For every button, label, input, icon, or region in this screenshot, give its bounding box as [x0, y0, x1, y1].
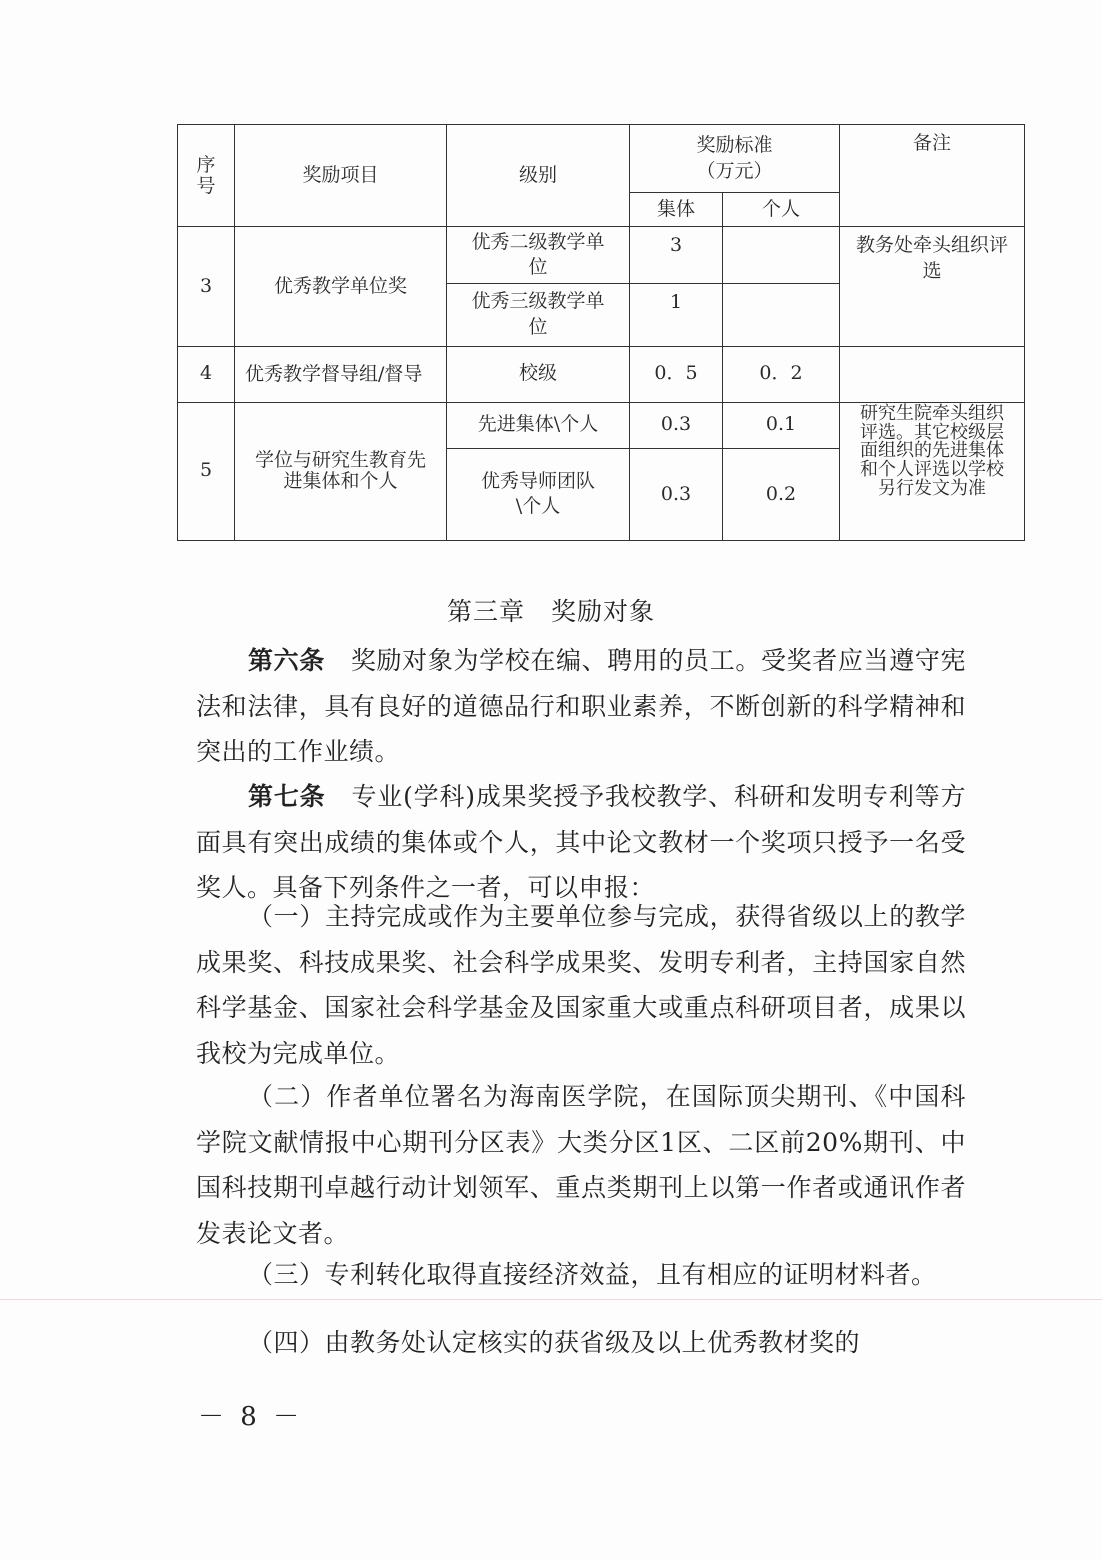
row4-collective: 0．5 [630, 346, 723, 402]
row3-collective-2: 1 [630, 284, 723, 346]
row5-seq: 5 [178, 402, 235, 540]
row4-item: 优秀教学督导组/督导 [235, 346, 447, 402]
clause-2 [196, 1074, 966, 1256]
row4-individual: 0．2 [723, 346, 840, 402]
clause-4 [196, 1320, 966, 1366]
clause-1 [196, 894, 966, 1076]
clause-4-text: （四）由教务处认定核实的获省级及以上优秀教材奖的 [248, 1328, 861, 1357]
row5-note: 研究生院牵头组织评选。其它校级层面组织的先进集体和个人评选以学校另行发文为准 [840, 402, 1025, 540]
header-note: 备注 [840, 125, 1025, 227]
header-level: 级别 [447, 125, 630, 227]
clause-1-text: （一）主持完成或作为主要单位参与完成，获得省级以上的教学成果奖、科技成果奖、社会科学成果奖、发明专利者，主持国家自然科学基金、国家社会科学基金及国家重大或重点科研项目者，成果以我校为完成单位。 [196, 902, 966, 1068]
header-collective: 集体 [630, 193, 723, 227]
page-number: － 8 － [198, 1402, 304, 1432]
chapter-title: 第三章 奖励对象 [446, 597, 655, 626]
clause-3-text: （三）专利转化取得直接经济效益，且有相应的证明材料者。 [248, 1260, 937, 1289]
article-6-text: 奖励对象为学校在编、聘用的员工。受奖者应当遵守宪法和法律，具有良好的道德品行和职业素养，不断创新的科学精神和突出的工作业绩。 [196, 646, 966, 766]
row3-individual-1 [723, 227, 840, 284]
row3-individual-2 [723, 284, 840, 346]
row5-level-2: 优秀导师团队\个人 [447, 448, 630, 540]
row4-seq: 4 [178, 346, 235, 402]
article-7-label: 第七条 [248, 782, 326, 811]
article-7-text: 专业(学科)成果奖授予我校教学、科研和发明专利等方面具有突出成绩的集体或个人，其中论文教材一个奖项只授予一名受奖人。具备下列条件之一者，可以申报： [196, 782, 966, 902]
header-unit: （万元） [696, 159, 773, 182]
article-7 [196, 774, 966, 911]
row4-note [840, 346, 1025, 402]
row3-note: 教务处牵头组织评选 [840, 227, 1025, 346]
header-standard-label: 奖励标准 [696, 133, 773, 156]
row3-level-1: 优秀二级教学单位 [447, 227, 630, 284]
row5-collective-2: 0.3 [630, 448, 723, 540]
header-standard [630, 125, 840, 193]
row3-item: 优秀教学单位奖 [235, 227, 447, 346]
article-6 [196, 638, 966, 775]
clause-3 [196, 1252, 966, 1298]
row5-level-1: 先进集体\个人 [447, 402, 630, 448]
row3-level-2: 优秀三级教学单位 [447, 284, 630, 346]
row3-collective-1: 3 [630, 227, 723, 284]
scan-artifact-line [0, 1299, 1102, 1300]
row5-collective-1: 0.3 [630, 402, 723, 448]
award-standard-table [177, 124, 1025, 541]
header-item: 奖励项目 [235, 125, 447, 227]
header-seq: 序号 [178, 125, 235, 227]
row5-individual-1: 0.1 [723, 402, 840, 448]
row5-item: 学位与研究生教育先进集体和个人 [235, 402, 447, 540]
header-individual: 个人 [723, 193, 840, 227]
article-6-label: 第六条 [248, 646, 325, 675]
clause-2-text: （二）作者单位署名为海南医学院，在国际顶尖期刊、《中国科学院文献情报中心期刊分区表》大类分区1区、二区前20%期刊、中国科技期刊卓越行动计划领军、重点类期刊上以第一作者或通讯作者发表论文者。 [196, 1082, 966, 1248]
row4-level: 校级 [447, 346, 630, 402]
row5-individual-2: 0.2 [723, 448, 840, 540]
row3-seq: 3 [178, 227, 235, 346]
